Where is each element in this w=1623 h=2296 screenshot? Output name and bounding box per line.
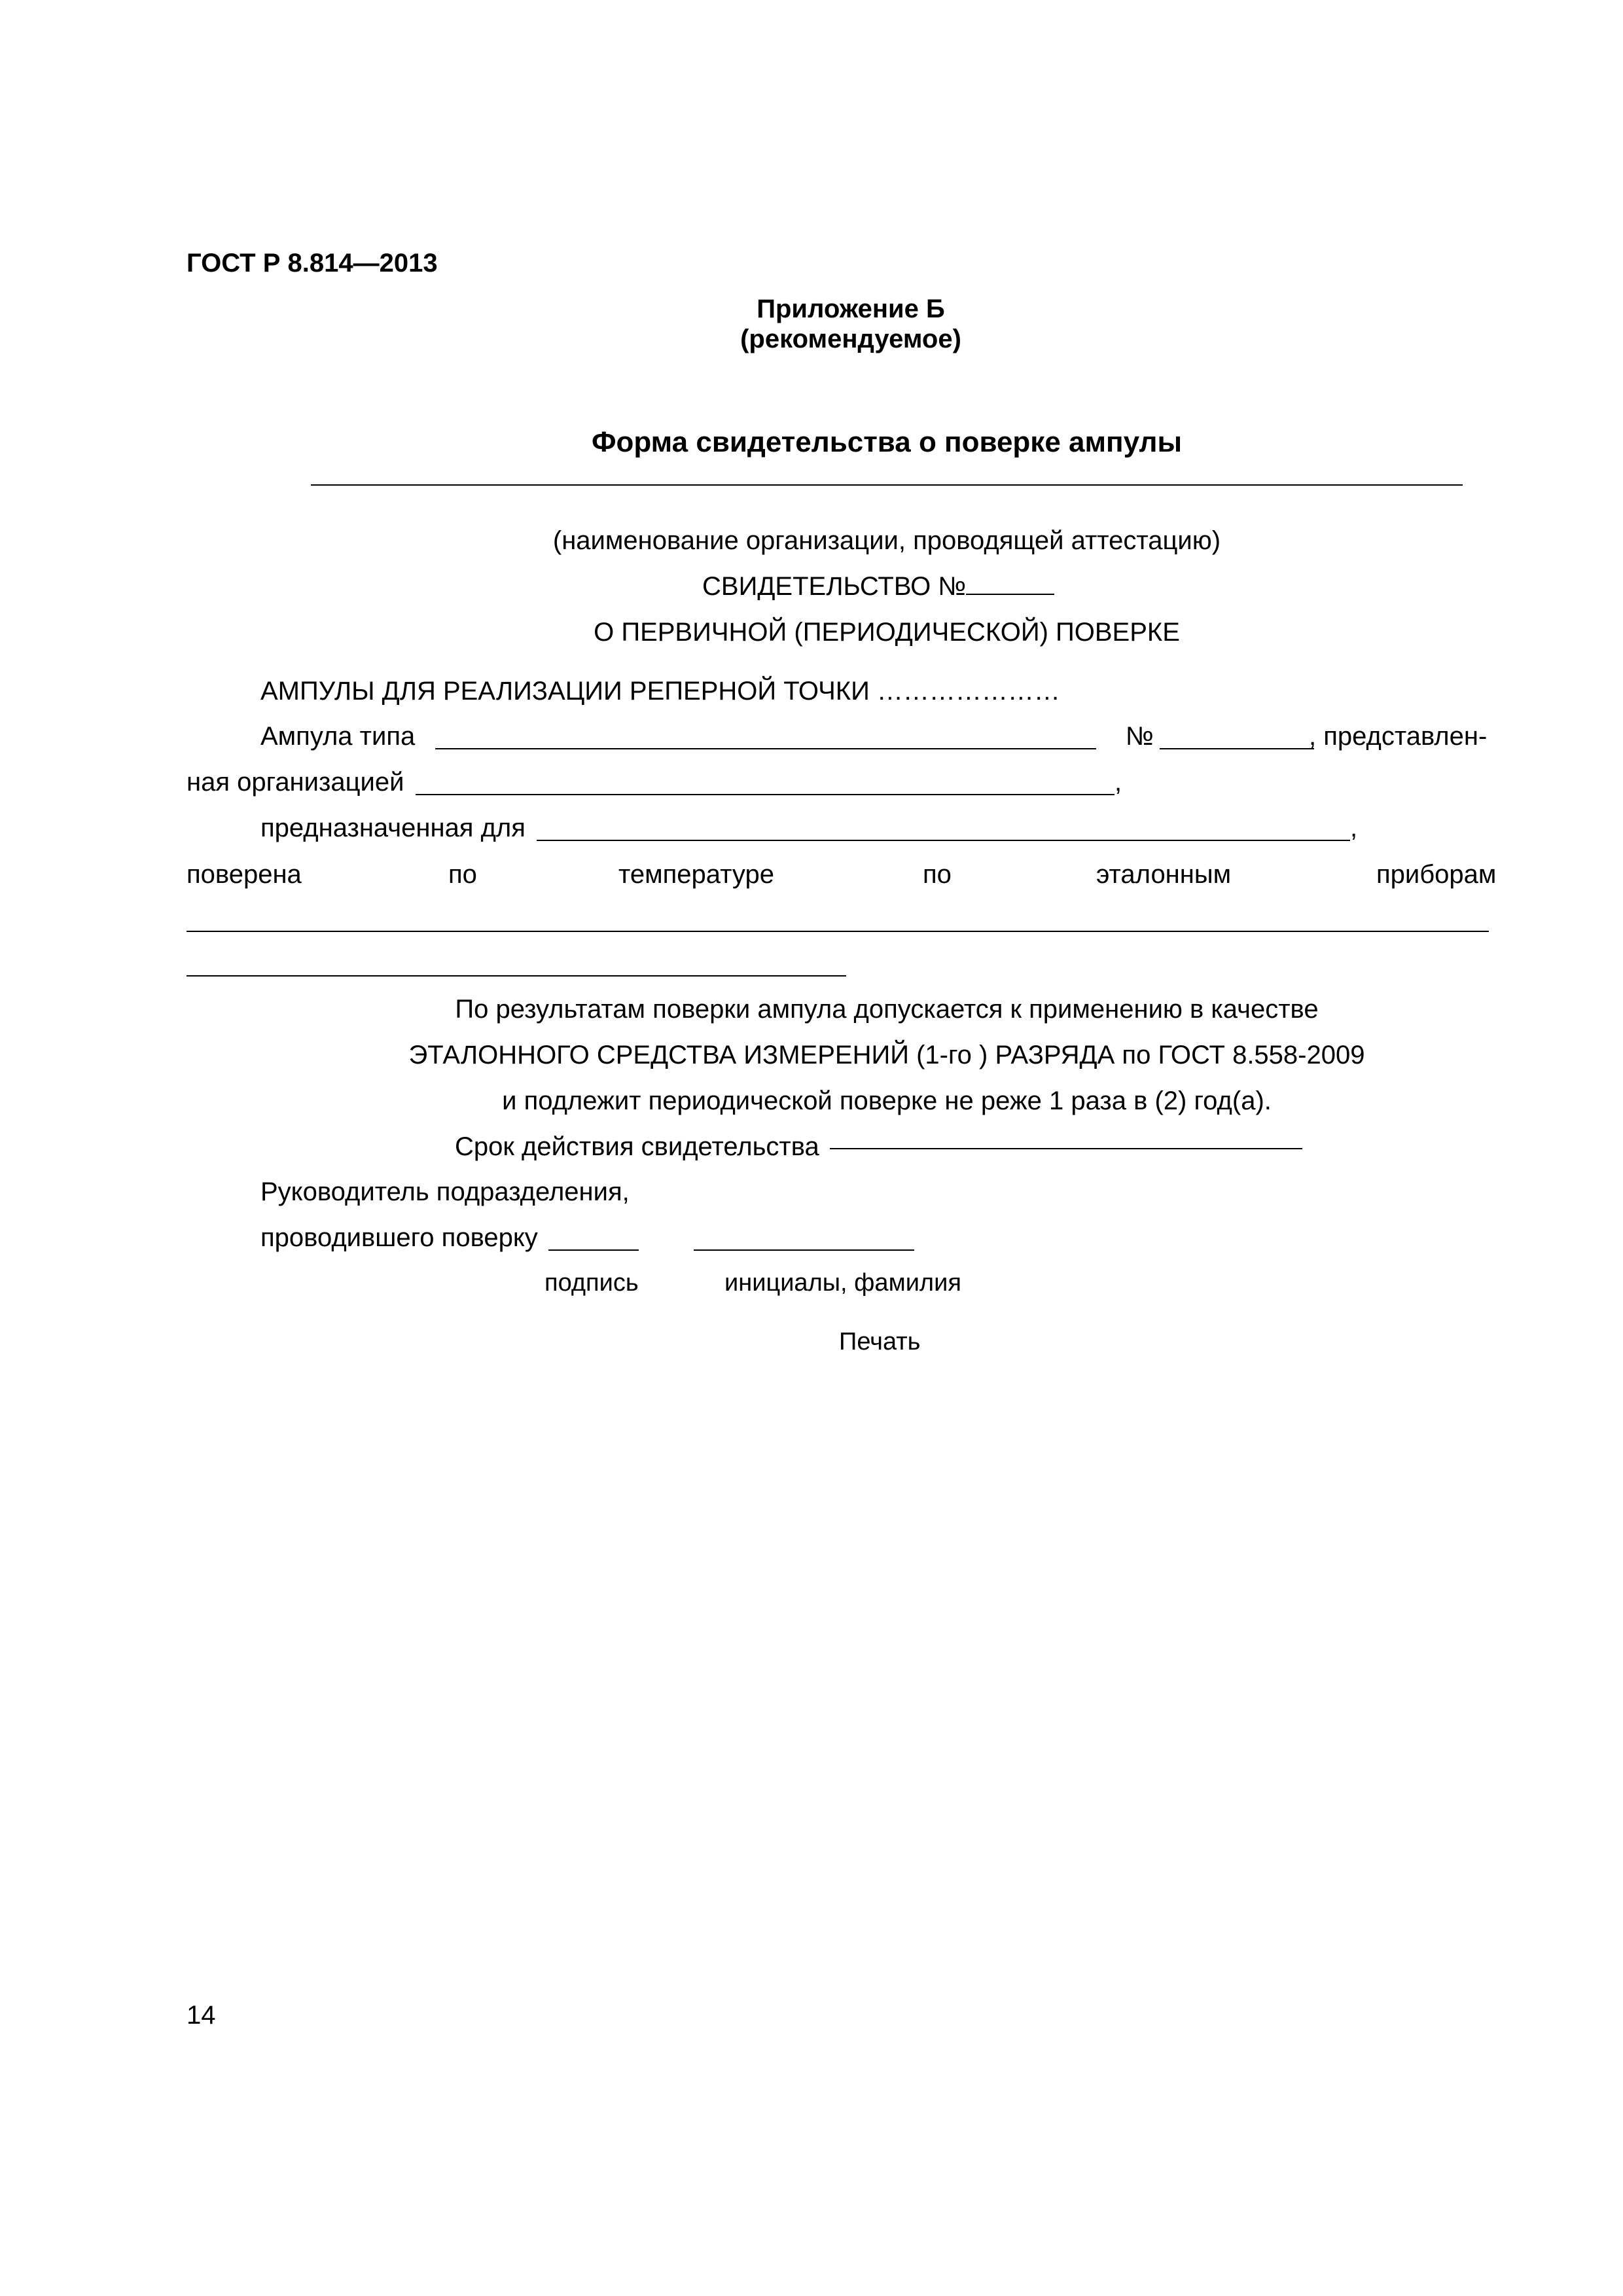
organization-field[interactable] xyxy=(416,794,1115,795)
intended-field[interactable] xyxy=(537,840,1350,841)
certificate-label: СВИДЕТЕЛЬСТВО № xyxy=(702,572,967,601)
intended-label: предназначенная для xyxy=(260,814,526,842)
certificate-line xyxy=(702,571,1054,602)
form-title: Форма свидетельства о поверке ампулы xyxy=(591,426,1183,458)
head-label-2: проводившего поверку xyxy=(260,1223,538,1252)
standard-number: ГОСТ Р 8.814—2013 xyxy=(187,249,438,278)
result-line-1: По результатам поверки ампула допускается к применению в качестве xyxy=(455,995,1319,1024)
appendix-title: Приложение Б xyxy=(757,295,945,323)
presented-suffix: , представлен- xyxy=(1309,722,1488,751)
number-sign: № xyxy=(1126,722,1154,751)
name-caption: инициалы, фамилия xyxy=(724,1269,961,1297)
organization-comma: , xyxy=(1115,768,1122,797)
type-label: Ампула типа xyxy=(260,722,416,751)
signature-field[interactable] xyxy=(548,1249,639,1251)
instruments-field-2[interactable] xyxy=(187,975,846,977)
instruments-field-1[interactable] xyxy=(187,931,1489,932)
organization-label: ная организацией xyxy=(187,768,404,797)
head-label-1: Руководитель подразделения, xyxy=(260,1177,630,1206)
name-field[interactable] xyxy=(694,1249,914,1251)
verified-word-1: поверена xyxy=(187,860,302,889)
org-name-line xyxy=(311,484,1463,486)
verified-word-6: приборам xyxy=(1376,860,1497,889)
result-line-3: и подлежит периодической поверке не реже 1 раза в (2) год(а). xyxy=(502,1086,1272,1115)
certificate-number-field[interactable] xyxy=(966,571,1054,595)
signature-caption: подпись xyxy=(544,1269,639,1297)
verified-word-2: по xyxy=(448,860,477,889)
appendix-type: (рекомендуемое) xyxy=(740,325,961,353)
ampoule-line: АМПУЛЫ ДЛЯ РЕАЛИЗАЦИИ РЕПЕРНОЙ ТОЧКИ ………………… xyxy=(260,677,1060,706)
type-field[interactable] xyxy=(435,748,1096,749)
validity-field[interactable] xyxy=(830,1148,1302,1149)
verified-word-4: по xyxy=(923,860,952,889)
page-number: 14 xyxy=(187,2001,216,2030)
org-caption: (наименование организации, проводящей аттестацию) xyxy=(552,526,1221,555)
intended-comma: , xyxy=(1350,814,1358,842)
stamp-label: Печать xyxy=(839,1328,921,1355)
verified-word-3: температуре xyxy=(618,860,774,889)
certificate-subtitle: О ПЕРВИЧНОЙ (ПЕРИОДИЧЕСКОЙ) ПОВЕРКЕ xyxy=(594,618,1180,647)
ampoule-number-field[interactable] xyxy=(1160,748,1314,749)
validity-label: Срок действия свидетельства xyxy=(455,1132,819,1161)
verified-word-5: эталонным xyxy=(1096,860,1232,889)
result-line-2: ЭТАЛОННОГО СРЕДСТВА ИЗМЕРЕНИЙ (1-го ) РАЗРЯДА по ГОСТ 8.558-2009 xyxy=(408,1041,1365,1069)
